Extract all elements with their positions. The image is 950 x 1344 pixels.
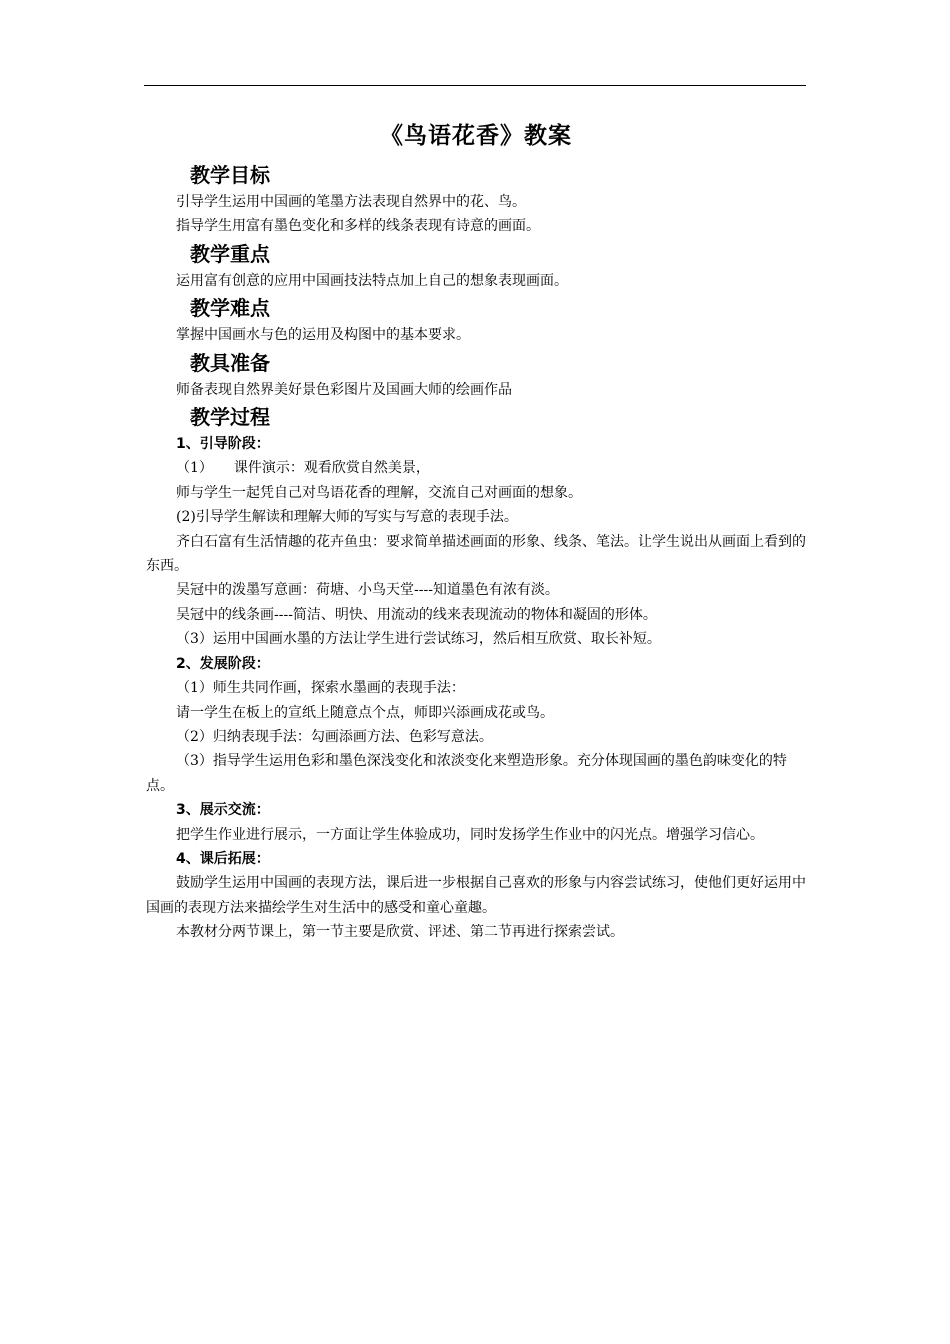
stage3-title: 3、展示交流： [176,802,270,819]
stage2-title: 2、发展阶段： [176,655,270,672]
goal-line-2: 指导学生用富有墨色变化和多样的线条表现有诗意的画面。 [176,218,540,235]
stage2-line-3: （2）归纳表现手法：勾画添画方法、色彩写意法。 [176,728,493,745]
heading-prep: 教具准备 [190,350,270,375]
stage4-line-1: 鼓励学生运用中国画的表现方法，课后进一步根据自己喜欢的形象与内容尝试练习，使他们更好运用中国画的表现方法来描绘学生对生活中的感受和童心童趣。 [146,875,806,916]
stage1-line-2: 师与学生一起凭自己对鸟语花香的理解，交流自己对画面的想象。 [176,484,582,501]
heading-goal: 教学目标 [190,163,270,187]
difficulty-line-1: 掌握中国画水与色的运用及构图中的基本要求。 [176,327,470,344]
stage1-line-5: 吴冠中的泼墨写意画：荷塘、小鸟天堂----知道墨色有浓有淡。 [176,582,559,599]
stage2-line-4: （3）指导学生运用色彩和墨色深浅变化和浓淡变化来塑造形象。充分体现国画的墨色韵味变化的特点。 [146,753,787,794]
heading-difficulty: 教学难点 [190,296,270,321]
stage2-line-1: （1）师生共同作画，探索水墨画的表现手法： [176,680,465,697]
heading-process: 教学过程 [190,405,270,430]
stage4-title: 4、课后拓展： [176,850,270,867]
stage1-line-7: （3）运用中国画水墨的方法让学生进行尝试练习，然后相互欣赏、取长补短。 [176,631,661,648]
prep-line-1: 师备表现自然界美好景色彩图片及国画大师的绘画作品 [176,381,512,398]
document-title: 《鸟语花香》教案 [380,122,572,149]
stage3-line-1: 把学生作业进行展示，一方面让学生体验成功，同时发扬学生作业中的闪光点。增强学习信心。 [176,826,764,843]
header-rule [144,85,806,86]
stage4-line-2: 本教材分两节课上，第一节主要是欣赏、评述、第二节再进行探索尝试。 [176,924,624,941]
stage2-line-2: 请一学生在板上的宣纸上随意点个点，师即兴添画成花或鸟。 [176,704,554,721]
stage1-line-4: 齐白石富有生活情趣的花卉鱼虫：要求简单描述画面的形象、线条、笔法。让学生说出从画面上看到的东西。 [146,533,806,575]
stage1-line-3: (2)引导学生解读和理解大师的写实与写意的表现手法。 [176,509,518,526]
stage1-line-6: 吴冠中的线条画----简洁、明快、用流动的线来表现流动的物体和凝固的形体。 [176,606,657,623]
stage1-line-1: （1） 课件演示：观看欣赏自然美景， [176,460,430,477]
document-body [146,118,806,945]
key-line-1: 运用富有创意的应用中国画技法特点加上自己的想象表现画面。 [176,272,568,289]
stage1-title: 1、引导阶段： [176,436,270,453]
heading-key: 教学重点 [190,241,270,266]
goal-line-1: 引导学生运用中国画的笔墨方法表现自然界中的花、鸟。 [176,194,526,210]
